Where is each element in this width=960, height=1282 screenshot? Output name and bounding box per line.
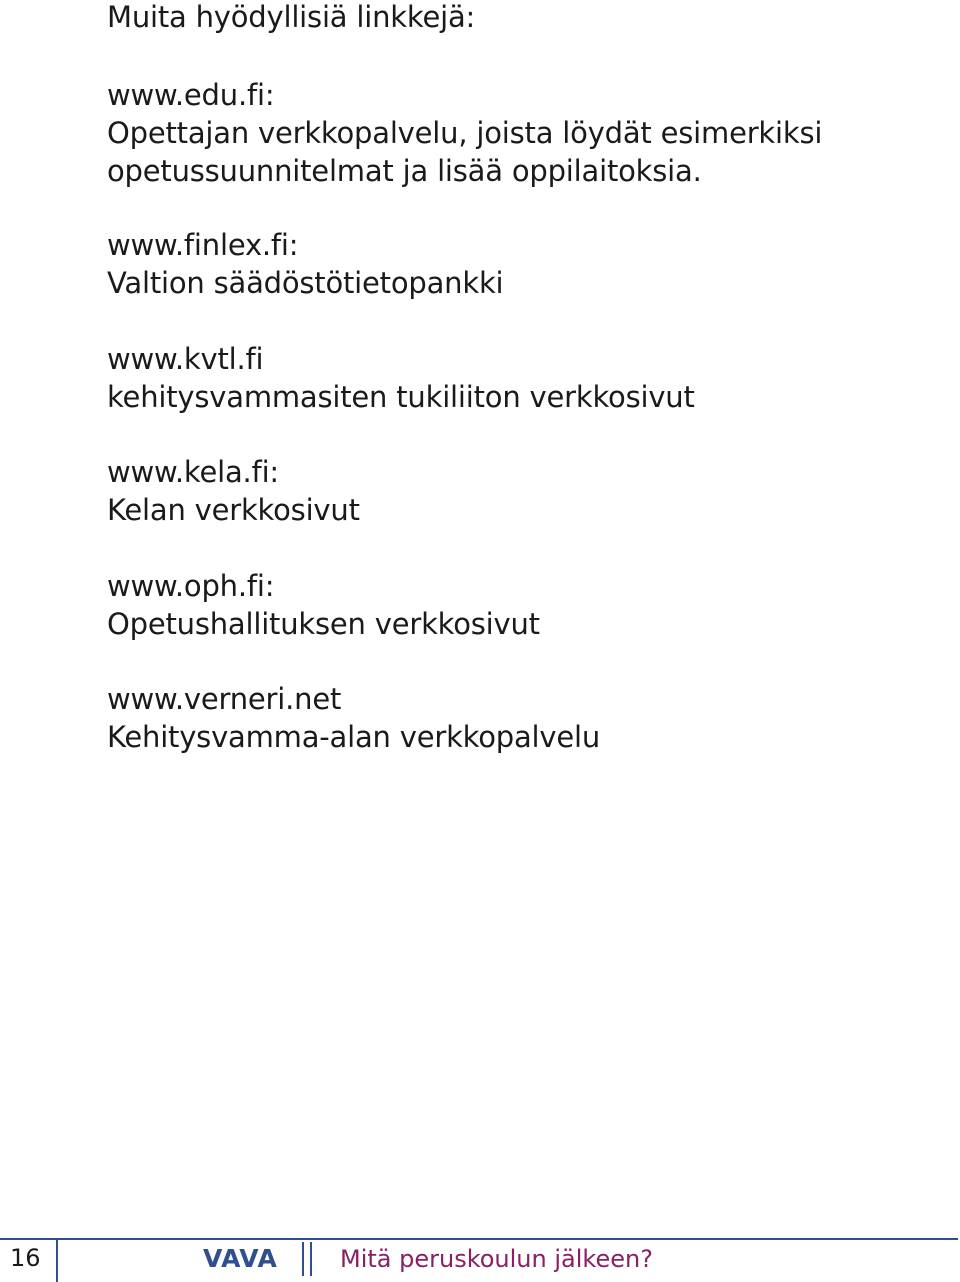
link-description-line: Kehitysvamma-alan verkkopalvelu <box>107 720 601 754</box>
link-item-kvtl <box>107 340 927 416</box>
link-url[interactable]: www.kvtl.fi <box>107 342 264 376</box>
link-url[interactable]: www.edu.fi: <box>107 78 275 112</box>
link-url[interactable]: www.finlex.fi: <box>107 228 299 262</box>
link-item-finlex <box>107 226 927 302</box>
link-description-line: Valtion säädöstötietopankki <box>107 266 504 300</box>
page-number-divider <box>56 1238 58 1282</box>
link-item-kela <box>107 453 927 529</box>
link-item-edu <box>107 76 927 190</box>
page-number: 16 <box>10 1244 41 1272</box>
link-description-line: kehitysvammasiten tukiliiton verkkosivut <box>107 380 695 414</box>
link-url[interactable]: www.kela.fi: <box>107 455 279 489</box>
link-description-line: Opetushallituksen verkkosivut <box>107 607 540 641</box>
link-item-oph <box>107 567 927 643</box>
page-footer <box>0 1238 960 1282</box>
link-url[interactable]: www.oph.fi: <box>107 569 275 603</box>
brand-logo-text: VAVA <box>203 1244 278 1273</box>
footer-title: Mitä peruskoulun jälkeen? <box>340 1245 653 1273</box>
link-description-line: Kelan verkkosivut <box>107 493 360 527</box>
link-item-verneri <box>107 680 927 756</box>
footer-separator <box>302 1242 314 1276</box>
footer-rule <box>0 1238 958 1240</box>
link-description-line: Opettajan verkkopalvelu, joista löydät esimerkiksi <box>107 116 823 150</box>
link-description-line: opetussuunnitelmat ja lisää oppilaitoksia. <box>107 154 702 188</box>
section-heading: Muita hyödyllisiä linkkejä: <box>107 0 476 34</box>
link-url[interactable]: www.verneri.net <box>107 682 342 716</box>
